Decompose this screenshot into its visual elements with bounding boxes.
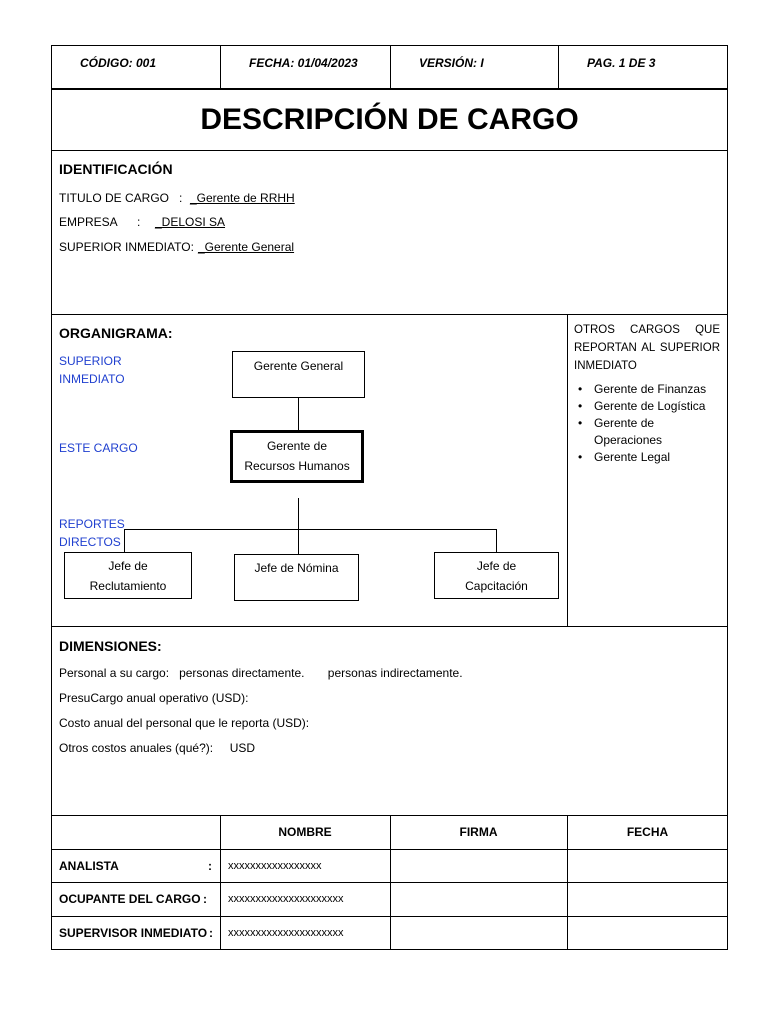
section-divider xyxy=(51,314,728,315)
connector-line xyxy=(298,498,299,530)
dimensiones-otros-costos: Otros costos anuales (qué?): USD xyxy=(59,741,256,755)
list-item: • Gerente Legal xyxy=(594,449,720,466)
org-box-este-cargo xyxy=(230,430,364,483)
label-reportes-directos: REPORTES DIRECTOS xyxy=(59,517,125,549)
page-title: DESCRIPCIÓN DE CARGO xyxy=(200,103,579,136)
empresa-label: EMPRESA : xyxy=(59,215,141,229)
dimensiones-costo-personal: Costo anual del personal que le reporta (USD): xyxy=(59,716,310,730)
titulo-cargo-label: TITULO DE CARGO : xyxy=(59,191,183,205)
header-divider xyxy=(220,45,221,89)
list-item: • Gerente de Logística xyxy=(594,398,720,415)
org-box-label: Jefe de xyxy=(476,559,517,573)
organigrama-heading: ORGANIGRAMA: xyxy=(59,325,173,341)
org-box-label: Gerente General xyxy=(253,359,344,373)
org-box-label: Capcitación xyxy=(465,579,528,593)
org-box-label: Recursos Humanos xyxy=(244,459,350,473)
header-pagina: PAG. 1 DE 3 xyxy=(587,56,656,70)
connector-line xyxy=(298,529,299,554)
dimensiones-heading: DIMENSIONES: xyxy=(59,638,162,654)
org-box-label: Gerente de xyxy=(266,439,328,453)
org-box-jefe-nomina xyxy=(234,554,359,601)
connector-line xyxy=(298,398,299,431)
superior-inmediato-value: _Gerente General xyxy=(198,240,295,254)
table-row-colon: : xyxy=(203,892,207,906)
org-box-jefe-reclutamiento xyxy=(64,552,192,599)
label-superior-inmediato: SUPERIOR INMEDIATO xyxy=(59,354,125,386)
otros-cargos-heading: INMEDIATO xyxy=(574,360,637,372)
identificacion-heading: IDENTIFICACIÓN xyxy=(59,161,173,177)
connector-line xyxy=(124,529,497,530)
table-row-colon: : xyxy=(208,859,212,873)
organigrama-divider xyxy=(567,314,568,626)
org-box-label: Reclutamiento xyxy=(89,579,167,593)
header-divider xyxy=(558,45,559,89)
org-box-gerente-general xyxy=(232,351,365,398)
otros-cargos-heading: REPORTAN AL SUPERIOR xyxy=(574,342,720,354)
otros-cargos-heading: OTROS CARGOS QUE xyxy=(574,324,720,336)
org-box-jefe-capacitacion xyxy=(434,552,559,599)
table-row-label: SUPERVISOR INMEDIATO xyxy=(59,926,208,940)
label-este-cargo: ESTE CARGO xyxy=(59,441,138,455)
header-divider xyxy=(390,45,391,89)
table-row-label: ANALISTA xyxy=(59,859,119,873)
section-divider xyxy=(51,150,728,151)
table-row-label: OCUPANTE DEL CARGO xyxy=(59,892,201,906)
table-row-nombre: xxxxxxxxxxxxxxxxxxxxx xyxy=(228,893,344,905)
superior-inmediato-label: SUPERIOR INMEDIATO: xyxy=(59,240,194,254)
section-divider xyxy=(51,626,728,627)
header-version: VERSIÓN: I xyxy=(419,56,484,70)
org-box-label: Jefe de Nómina xyxy=(254,561,339,575)
otros-cargos-list xyxy=(574,381,720,466)
table-row-nombre: xxxxxxxxxxxxxxxxx xyxy=(228,860,322,872)
otros-cargos-panel xyxy=(574,321,720,466)
table-header-fecha: FECHA xyxy=(626,825,669,839)
connector-line xyxy=(124,529,125,552)
table-row-colon: : xyxy=(209,926,213,940)
titulo-cargo-value: _Gerente de RRHH xyxy=(190,191,295,205)
empresa-value: _DELOSI SA xyxy=(155,215,226,229)
header-fecha: FECHA: 01/04/2023 xyxy=(249,56,358,70)
dimensiones-presupuesto: PresuCargo anual operativo (USD): xyxy=(59,691,249,705)
header-codigo: CÓDIGO: 001 xyxy=(80,56,157,70)
list-item: • Gerente de Finanzas xyxy=(594,381,720,398)
table-header-nombre: NOMBRE xyxy=(278,825,332,839)
table-row-nombre: xxxxxxxxxxxxxxxxxxxxx xyxy=(228,927,344,939)
connector-line xyxy=(496,529,497,552)
dimensiones-personal: Personal a su cargo: personas directamente. personas indirectamente. xyxy=(59,666,463,680)
list-item: • Gerente de Operaciones xyxy=(594,415,720,449)
org-box-label: Jefe de xyxy=(108,559,148,573)
table-header-firma: FIRMA xyxy=(459,825,498,839)
